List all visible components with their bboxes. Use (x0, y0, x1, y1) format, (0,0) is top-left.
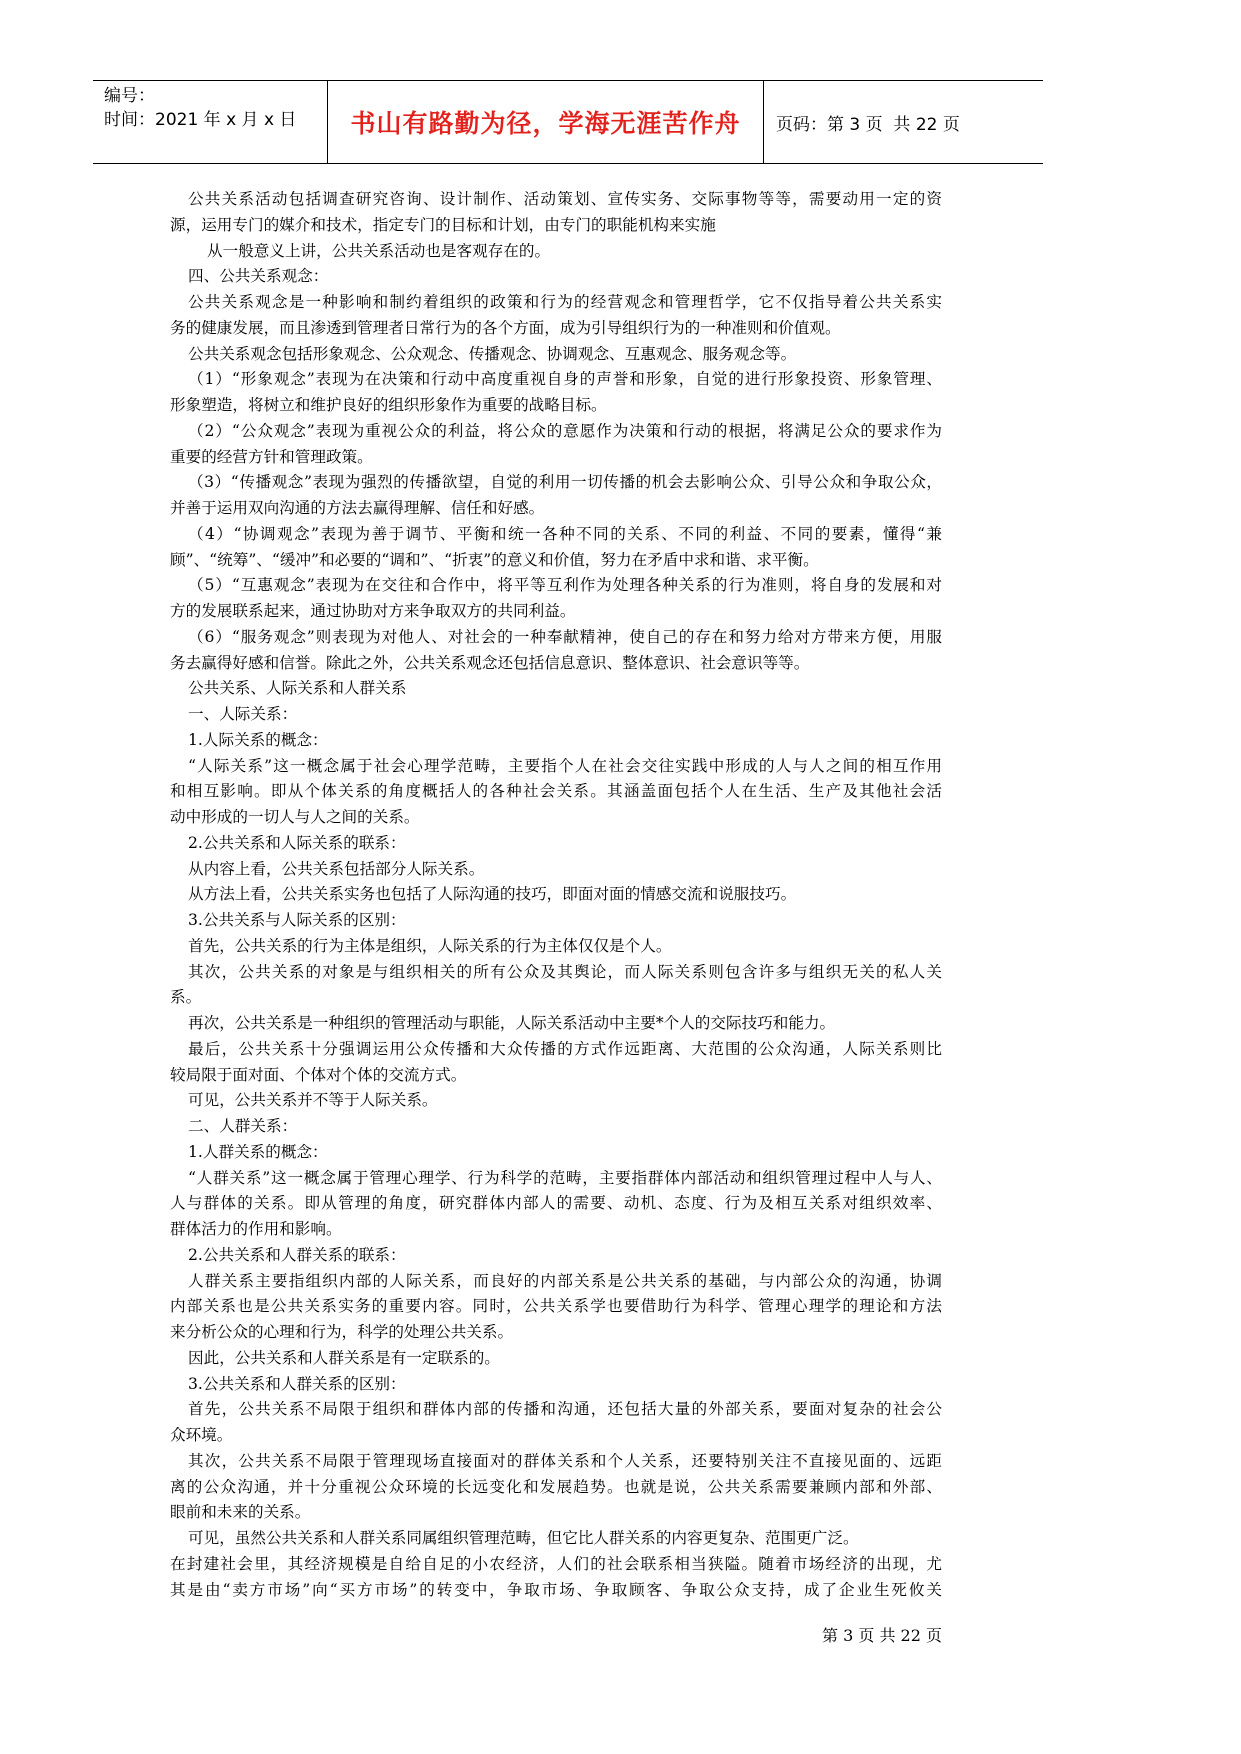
body-line: 群体活力的作用和影响。 (170, 1220, 342, 1238)
body-line: 系。 (170, 988, 202, 1007)
body-line: 离的公众沟通，并十分重视公众环境的长远变化和发展趋势。也就是说，公共关系需要兼顾内部和外部、 (170, 1477, 942, 1496)
body-line: 其是由“卖方市场”向“买方市场”的转变中，争取市场、争取顾客、争取公众支持，成了企业生死攸关 (170, 1580, 942, 1599)
subsection-heading: 2.公共关系和人际关系的联系： (188, 833, 406, 852)
body-line: 形象塑造，将树立和维护良好的组织形象作为重要的战略目标。 (170, 396, 607, 414)
body-line: 重要的经营方针和管理政策。 (170, 447, 373, 466)
body-line: 公共关系观念包括形象观念、公众观念、传播观念、协调观念、互惠观念、服务观念等。 (188, 344, 797, 363)
body-line: 在封建社会里，其经济规模是自给自足的小农经济，人们的社会联系相当狭隘。随着市场经济的出现，尤 (170, 1554, 942, 1573)
subsection-heading: 3.公共关系与人际关系的区别： (188, 911, 406, 929)
body-line: 务去赢得好感和信誉。除此之外，公共关系观念还包括信息意识、整体意识、社会意识等等。 (170, 653, 810, 672)
body-line: 从方法上看，公共关系实务也包括了人际沟通的技巧，即面对面的情感交流和说服技巧。 (188, 885, 797, 904)
subsection-heading: 2.公共关系和人群关系的联系： (188, 1245, 406, 1264)
page-header (93, 80, 1043, 164)
subsection-heading: 1.人群关系的概念： (188, 1142, 328, 1161)
body-line: 人与群体的关系。即从管理的角度，研究群体内部人的需要、动机、态度、行为及相互关系对组织效率、 (170, 1194, 942, 1213)
body-line: 务的健康发展，而且渗透到管理者日常行为的各个方面，成为引导组织行为的一种准则和价值观。 (170, 318, 841, 337)
body-line: 内部关系也是公共关系实务的重要内容。同时，公共关系学也要借助行为科学、管理心理学的理论和方法 (170, 1297, 942, 1316)
body-line: 从内容上看，公共关系包括部分人际关系。 (188, 859, 485, 878)
header-page-info: 页码：第 3 页 共 22 页 (763, 81, 1043, 163)
header-info-cell (93, 81, 327, 163)
body-line: 较局限于面对面、个体对个体的交流方式。 (170, 1065, 467, 1084)
header-serial-label: 编号： (104, 86, 155, 106)
section-heading: 四、公共关系观念： (188, 267, 329, 286)
body-line: 最后，公共关系十分强调运用公众传播和大众传播的方式作远距离、大范围的公众沟通，人际关系则比 (188, 1039, 942, 1058)
body-line: （3）“传播观念”表现为强烈的传播欲望，自觉的利用一切传播的机会去影响公众、引导公众和争取公众， (188, 473, 942, 492)
body-line: 再次，公共关系是一种组织的管理活动与职能，人际关系活动中主要*个人的交际技巧和能力。 (188, 1014, 836, 1032)
body-line: 首先，公共关系不局限于组织和群体内部的传播和沟通，还包括大量的外部关系，要面对复杂的社会公 (188, 1400, 942, 1419)
body-line: “人际关系”这一概念属于社会心理学范畴，主要指个人在社会交往实践中形成的人与人之间的相互作用 (188, 756, 942, 775)
section-heading: 公共关系、人际关系和人群关系 (188, 679, 407, 698)
body-line: 可见，公共关系并不等于人际关系。 (188, 1091, 438, 1110)
body-line: （1）“形象观念”表现为在决策和行动中高度重视自身的声誉和形象，自觉的进行形象投资、形象管理、 (188, 370, 942, 389)
body-line: 来分析公众的心理和行为，科学的处理公共关系。 (170, 1323, 514, 1341)
header-motto: 书山有路勤为径，学海无涯苦作舟 (350, 109, 741, 138)
body-line: 和相互影响。即从个体关系的角度概括人的各种社会关系。其涵盖面包括个人在生活、生产及其他社会活 (170, 782, 942, 801)
body-line: （4）“协调观念”表现为善于调节、平衡和统一各种不同的关系、不同的利益、不同的要素，懂得“兼 (188, 524, 942, 543)
body-line: “人群关系”这一概念属于管理心理学、行为科学的范畴，主要指群体内部活动和组织管理过程中人与人、 (188, 1168, 942, 1187)
body-line: （2）“公众观念”表现为重视公众的利益，将公众的意愿作为决策和行动的根据，将满足公众的要求作为 (188, 421, 942, 440)
body-line: 可见，虽然公共关系和人群关系同属组织管理范畴，但它比人群关系的内容更复杂、范围更广泛。 (188, 1529, 859, 1547)
body-line: 公共关系观念是一种影响和制约着组织的政策和行为的经营观念和管理哲学，它不仅指导着公共关系实 (188, 293, 942, 311)
body-line: 因此，公共关系和人群关系是有一定联系的。 (188, 1348, 500, 1367)
body-line: （6）“服务观念”则表现为对他人、对社会的一种奉献精神，使自己的存在和努力给对方带来方便，用服 (188, 627, 942, 646)
body-line: 源，运用专门的媒介和技术，指定专门的目标和计划，由专门的职能机构来实施 (170, 215, 716, 234)
header-motto-cell (327, 81, 763, 163)
body-line: 方的发展联系起来，通过协助对方来争取双方的共同利益。 (170, 602, 576, 620)
section-heading: 一、人际关系： (188, 705, 298, 723)
body-line: 动中形成的一切人与人之间的关系。 (170, 808, 420, 826)
section-heading: 二、人群关系： (188, 1117, 298, 1135)
header-date: 时间：2021 年 x 月 x 日 (104, 110, 297, 130)
body-line: 首先，公共关系的行为主体是组织，人际关系的行为主体仅仅是个人。 (188, 936, 672, 955)
body-line: 众环境。 (170, 1426, 233, 1444)
body-line: 其次，公共关系不局限于管理现场直接面对的群体关系和个人关系，还要特别关注不直接见面的、远距 (188, 1451, 942, 1470)
body-line: 顾”、“统筹”、“缓冲”和必要的“调和”、“折衷”的意义和价值，努力在矛盾中求和谐、求平衡。 (170, 550, 819, 569)
body-line: 从一般意义上讲，公共关系活动也是客观存在的。 (207, 241, 551, 260)
subsection-heading: 1.人际关系的概念： (188, 730, 328, 749)
body-line: 眼前和未来的关系。 (170, 1503, 311, 1522)
subsection-heading: 3.公共关系和人群关系的区别： (188, 1374, 406, 1393)
body-line: 其次，公共关系的对象是与组织相关的所有公众及其舆论，而人际关系则包含许多与组织无关的私人关 (188, 962, 942, 981)
body-text (170, 187, 942, 1603)
footer-page-number: 第 3 页 共 22 页 (822, 1626, 942, 1645)
body-line: （5）“互惠观念”表现为在交往和合作中，将平等互利作为处理各种关系的行为准则，将自身的发展和对 (188, 576, 942, 595)
body-line: 并善于运用双向沟通的方法去赢得理解、信任和好感。 (170, 499, 545, 517)
body-line: 公共关系活动包括调查研究咨询、设计制作、活动策划、宣传实务、交际事物等等，需要动用一定的资 (188, 190, 942, 208)
body-line: 人群关系主要指组织内部的人际关系，而良好的内部关系是公共关系的基础，与内部公众的沟通，协调 (188, 1271, 942, 1290)
